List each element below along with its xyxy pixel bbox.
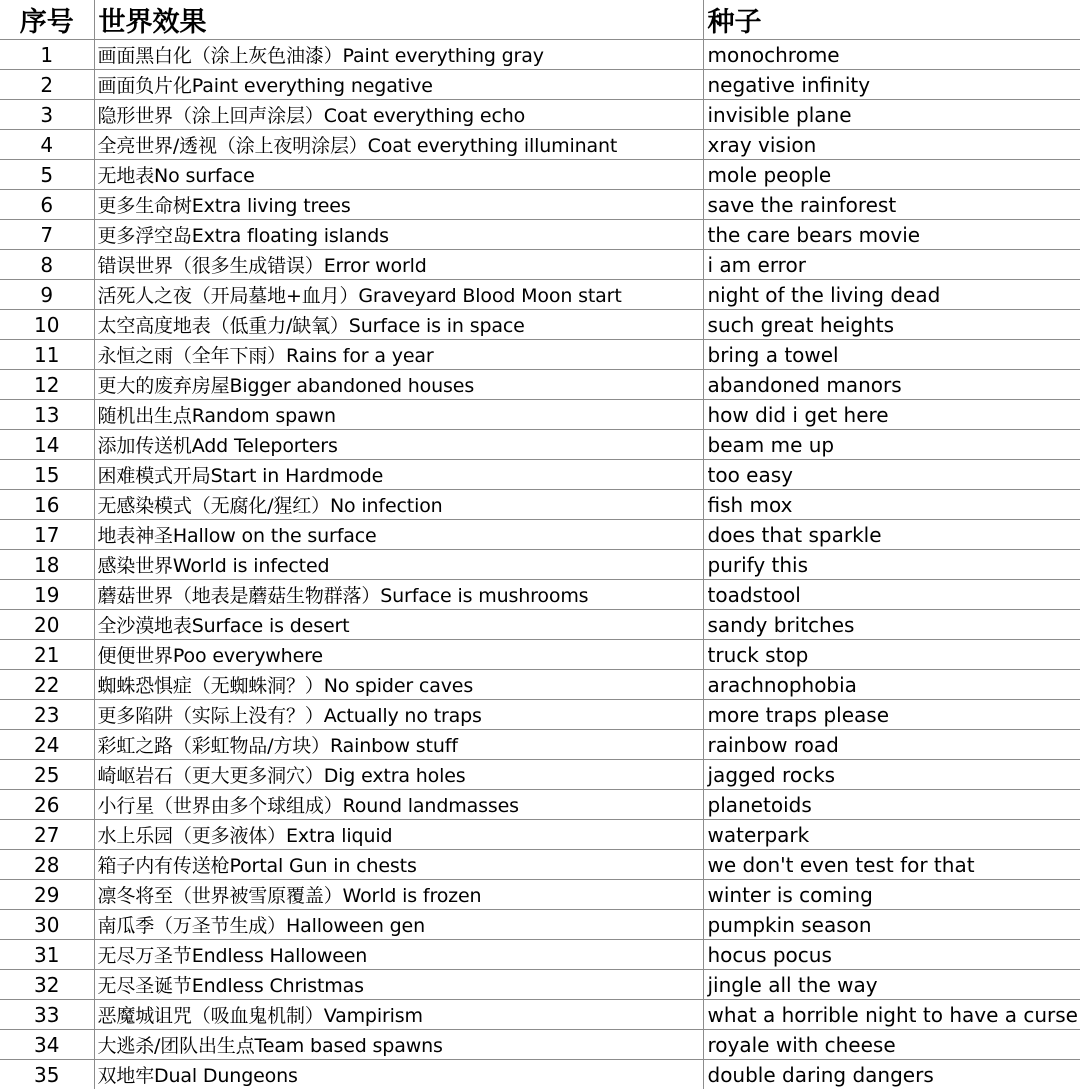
- world-effect-cell: 南瓜季（万圣节生成）Halloween gen: [94, 910, 703, 940]
- table-row: [0, 940, 1080, 970]
- row-number: 17: [0, 520, 94, 550]
- table-row: [0, 790, 1080, 820]
- world-effect-cell: 水上乐园（更多液体）Extra liquid: [94, 820, 703, 850]
- seed-cell: hocus pocus: [703, 940, 1080, 970]
- row-number: 33: [0, 1000, 94, 1030]
- seed-cell: xray vision: [703, 130, 1080, 160]
- row-number: 35: [0, 1060, 94, 1089]
- world-effect-cell: 添加传送机Add Teleporters: [94, 430, 703, 460]
- row-number: 19: [0, 580, 94, 610]
- row-number: 15: [0, 460, 94, 490]
- world-effect-cell: 活死人之夜（开局墓地+血月）Graveyard Blood Moon start: [94, 280, 703, 310]
- seed-cell: mole people: [703, 160, 1080, 190]
- world-effect-cell: 蘑菇世界（地表是蘑菇生物群落）Surface is mushrooms: [94, 580, 703, 610]
- seed-cell: the care bears movie: [703, 220, 1080, 250]
- world-effect-cell: 感染世界World is infected: [94, 550, 703, 580]
- seed-cell: jingle all the way: [703, 970, 1080, 1000]
- table-row: [0, 670, 1080, 700]
- table-row: [0, 1000, 1080, 1030]
- seed-cell: negative infinity: [703, 70, 1080, 100]
- seed-cell: purify this: [703, 550, 1080, 580]
- row-number: 12: [0, 370, 94, 400]
- table-row: [0, 820, 1080, 850]
- seed-cell: pumpkin season: [703, 910, 1080, 940]
- world-effect-cell: 地表神圣Hallow on the surface: [94, 520, 703, 550]
- world-effect-cell: 箱子内有传送枪Portal Gun in chests: [94, 850, 703, 880]
- seed-cell: royale with cheese: [703, 1030, 1080, 1060]
- seed-cell: invisible plane: [703, 100, 1080, 130]
- row-number: 27: [0, 820, 94, 850]
- seed-cell: how did i get here: [703, 400, 1080, 430]
- row-number: 7: [0, 220, 94, 250]
- seed-cell: more traps please: [703, 700, 1080, 730]
- row-number: 5: [0, 160, 94, 190]
- row-number: 26: [0, 790, 94, 820]
- table-row: [0, 520, 1080, 550]
- row-number: 9: [0, 280, 94, 310]
- table-row: [0, 880, 1080, 910]
- table-row: [0, 190, 1080, 220]
- table-row: [0, 340, 1080, 370]
- world-effect-cell: 画面黑白化（涂上灰色油漆）Paint everything gray: [94, 40, 703, 70]
- table-row: [0, 160, 1080, 190]
- row-number: 18: [0, 550, 94, 580]
- row-number: 4: [0, 130, 94, 160]
- header-row: [0, 0, 1080, 40]
- world-effect-cell: 画面负片化Paint everything negative: [94, 70, 703, 100]
- row-number: 21: [0, 640, 94, 670]
- table-row: [0, 970, 1080, 1000]
- seed-cell: truck stop: [703, 640, 1080, 670]
- world-effect-cell: 隐形世界（涂上回声涂层）Coat everything echo: [94, 100, 703, 130]
- row-number: 23: [0, 700, 94, 730]
- table-row: [0, 850, 1080, 880]
- header-world-effect: 世界效果: [94, 0, 703, 40]
- seed-cell: we don't even test for that: [703, 850, 1080, 880]
- header-number: 序号: [0, 0, 94, 40]
- seed-cell: waterpark: [703, 820, 1080, 850]
- row-number: 3: [0, 100, 94, 130]
- seed-cell: winter is coming: [703, 880, 1080, 910]
- world-effect-cell: 全沙漠地表Surface is desert: [94, 610, 703, 640]
- table-row: [0, 580, 1080, 610]
- world-effect-cell: 大逃杀/团队出生点Team based spawns: [94, 1030, 703, 1060]
- table-row: [0, 910, 1080, 940]
- seed-cell: rainbow road: [703, 730, 1080, 760]
- row-number: 30: [0, 910, 94, 940]
- row-number: 8: [0, 250, 94, 280]
- seed-cell: beam me up: [703, 430, 1080, 460]
- world-effect-cell: 困难模式开局Start in Hardmode: [94, 460, 703, 490]
- world-effect-cell: 便便世界Poo everywhere: [94, 640, 703, 670]
- world-effect-cell: 无感染模式（无腐化/猩红）No infection: [94, 490, 703, 520]
- row-number: 24: [0, 730, 94, 760]
- row-number: 31: [0, 940, 94, 970]
- table-row: [0, 100, 1080, 130]
- table-row: [0, 1030, 1080, 1060]
- world-effect-cell: 永恒之雨（全年下雨）Rains for a year: [94, 340, 703, 370]
- row-number: 28: [0, 850, 94, 880]
- seed-cell: night of the living dead: [703, 280, 1080, 310]
- table-row: [0, 550, 1080, 580]
- table-row: [0, 310, 1080, 340]
- row-number: 1: [0, 40, 94, 70]
- seed-cell: fish mox: [703, 490, 1080, 520]
- row-number: 25: [0, 760, 94, 790]
- seed-cell: does that sparkle: [703, 520, 1080, 550]
- seed-cell: sandy britches: [703, 610, 1080, 640]
- table-row: [0, 400, 1080, 430]
- world-effect-cell: 更多陷阱（实际上没有？）Actually no traps: [94, 700, 703, 730]
- seed-cell: monochrome: [703, 40, 1080, 70]
- world-effect-cell: 随机出生点Random spawn: [94, 400, 703, 430]
- table-row: [0, 130, 1080, 160]
- table-row: [0, 430, 1080, 460]
- seed-cell: planetoids: [703, 790, 1080, 820]
- world-effect-cell: 无尽圣诞节Endless Christmas: [94, 970, 703, 1000]
- table-row: [0, 700, 1080, 730]
- seed-cell: bring a towel: [703, 340, 1080, 370]
- row-number: 16: [0, 490, 94, 520]
- table-row: [0, 490, 1080, 520]
- row-number: 13: [0, 400, 94, 430]
- world-effect-cell: 无尽万圣节Endless Halloween: [94, 940, 703, 970]
- table-row: [0, 760, 1080, 790]
- world-effect-cell: 更多生命树Extra living trees: [94, 190, 703, 220]
- table-row: [0, 1060, 1080, 1089]
- seed-cell: abandoned manors: [703, 370, 1080, 400]
- table-row: [0, 220, 1080, 250]
- table-row: [0, 70, 1080, 100]
- table-row: [0, 40, 1080, 70]
- seed-cell: too easy: [703, 460, 1080, 490]
- world-effect-cell: 全亮世界/透视（涂上夜明涂层）Coat everything illuminant: [94, 130, 703, 160]
- row-number: 11: [0, 340, 94, 370]
- row-number: 32: [0, 970, 94, 1000]
- world-effect-cell: 无地表No surface: [94, 160, 703, 190]
- table-row: [0, 640, 1080, 670]
- row-number: 10: [0, 310, 94, 340]
- world-effect-cell: 蜘蛛恐惧症（无蜘蛛洞？）No spider caves: [94, 670, 703, 700]
- world-effect-cell: 小行星（世界由多个球组成）Round landmasses: [94, 790, 703, 820]
- table-header: [0, 0, 1080, 40]
- row-number: 34: [0, 1030, 94, 1060]
- header-seed: 种子: [703, 0, 1080, 40]
- seed-cell: save the rainforest: [703, 190, 1080, 220]
- world-effect-cell: 更大的废弃房屋Bigger abandoned houses: [94, 370, 703, 400]
- world-effect-cell: 更多浮空岛Extra floating islands: [94, 220, 703, 250]
- row-number: 29: [0, 880, 94, 910]
- table-row: [0, 250, 1080, 280]
- table-body: [0, 40, 1080, 1089]
- row-number: 22: [0, 670, 94, 700]
- world-effect-cell: 崎岖岩石（更大更多洞穴）Dig extra holes: [94, 760, 703, 790]
- table-row: [0, 610, 1080, 640]
- world-effect-cell: 彩虹之路（彩虹物品/方块）Rainbow stuff: [94, 730, 703, 760]
- world-effect-cell: 恶魔城诅咒（吸血鬼机制）Vampirism: [94, 1000, 703, 1030]
- world-effect-cell: 错误世界（很多生成错误）Error world: [94, 250, 703, 280]
- world-effect-cell: 太空高度地表（低重力/缺氧）Surface is in space: [94, 310, 703, 340]
- world-effect-cell: 凛冬将至（世界被雪原覆盖）World is frozen: [94, 880, 703, 910]
- row-number: 2: [0, 70, 94, 100]
- row-number: 6: [0, 190, 94, 220]
- seed-cell: what a horrible night to have a curse: [703, 1000, 1080, 1030]
- seed-cell: toadstool: [703, 580, 1080, 610]
- seed-cell: arachnophobia: [703, 670, 1080, 700]
- table-row: [0, 730, 1080, 760]
- seed-cell: such great heights: [703, 310, 1080, 340]
- table-row: [0, 280, 1080, 310]
- seed-cell: jagged rocks: [703, 760, 1080, 790]
- table-row: [0, 370, 1080, 400]
- world-effect-cell: 双地牢Dual Dungeons: [94, 1060, 703, 1089]
- seed-cell: i am error: [703, 250, 1080, 280]
- seed-cell: double daring dangers: [703, 1060, 1080, 1089]
- row-number: 20: [0, 610, 94, 640]
- table-row: [0, 460, 1080, 490]
- row-number: 14: [0, 430, 94, 460]
